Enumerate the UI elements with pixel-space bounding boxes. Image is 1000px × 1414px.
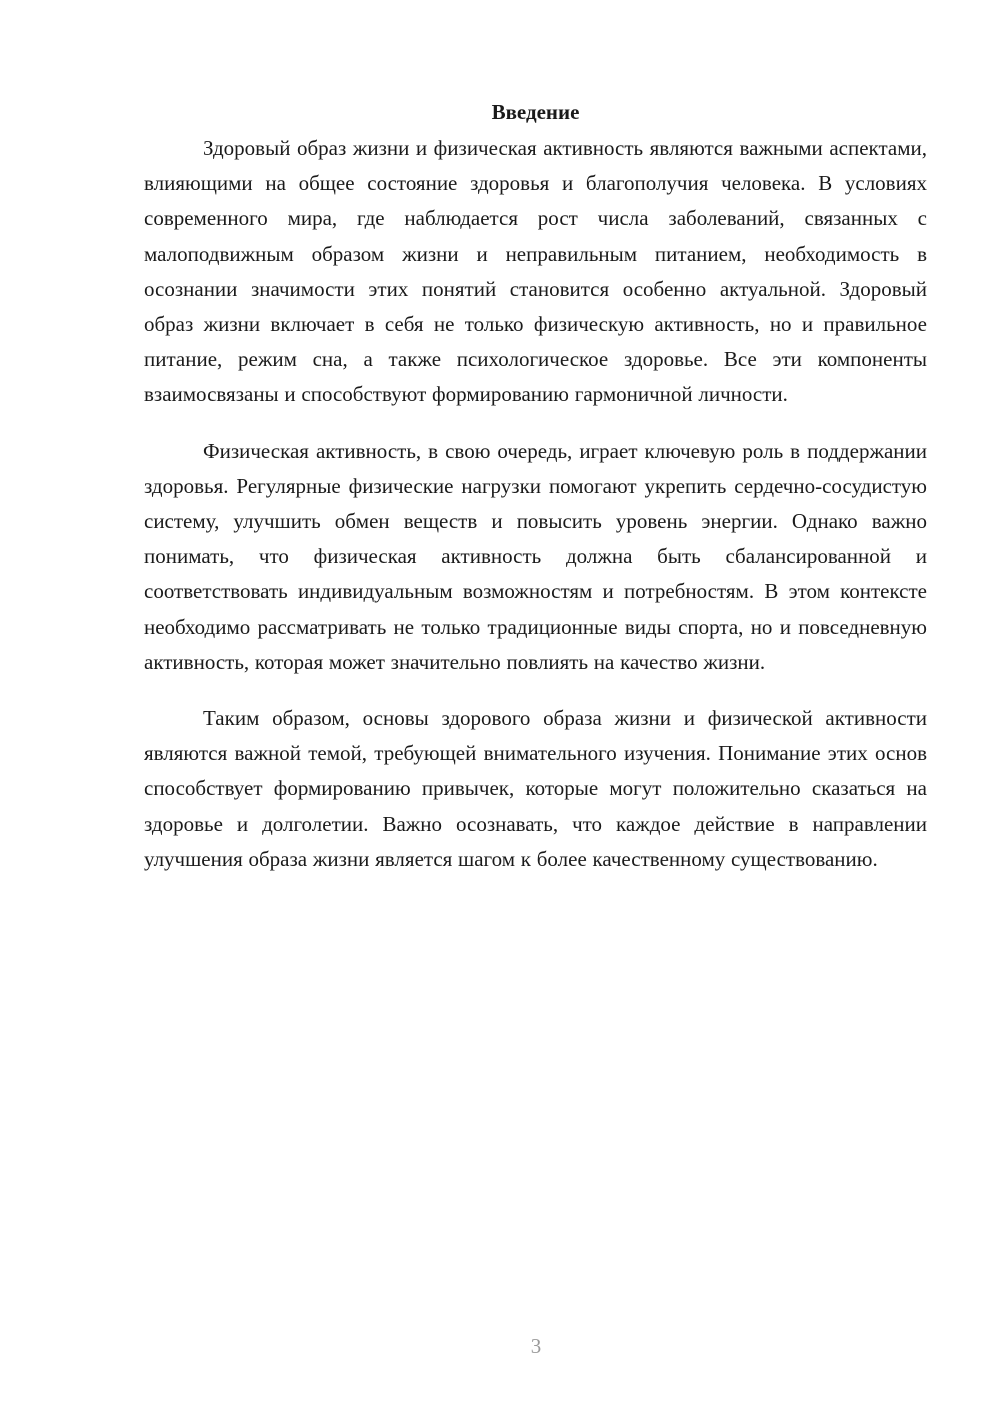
paragraph-2: Физическая активность, в свою очередь, играет ключевую роль в поддержании здоровья. Регулярные физические нагрузки помогают укрепить сердечно-сосудистую систему, улучшить обмен веществ и повысить уровень энергии. Однако важно понимать, что физическая активность должна быть сбалансированной и соответствовать индивидуальным возможностям и потребностям. В этом контексте необходимо рассматривать не только традиционные виды спорта, но и повседневную активность, которая может значительно повлиять на качество жизни. bbox=[144, 438, 927, 674]
section-heading: Введение bbox=[491, 100, 580, 124]
page-number: 3 bbox=[530, 1334, 542, 1358]
paragraph-3: Таким образом, основы здорового образа жизни и физической активности являются важной темой, требующей внимательного изучения. Понимание этих основ способствует формированию привычек, которые могут положительно сказаться на здоровье и долголетии. Важно осознавать, что каждое действие в направлении улучшения образа жизни является шагом к более качественному существованию. bbox=[144, 706, 927, 871]
page-content bbox=[144, 97, 927, 877]
paragraph-1: Здоровый образ жизни и физическая активность являются важными аспектами, влияющими на общее состояние здоровья и благополучия человека. В условиях современного мира, где наблюдается рост числа заболеваний, связанных с малоподвижным образом жизни и неправильным питанием, необходимость в осознании значимости этих понятий становится особенно актуальной. Здоровый образ жизни включает в себя не только физическую активность, но и правильное питание, режим сна, а также психологическое здоровье. Все эти компоненты взаимосвязаны и способствуют формированию гармоничной личности. bbox=[144, 136, 927, 407]
